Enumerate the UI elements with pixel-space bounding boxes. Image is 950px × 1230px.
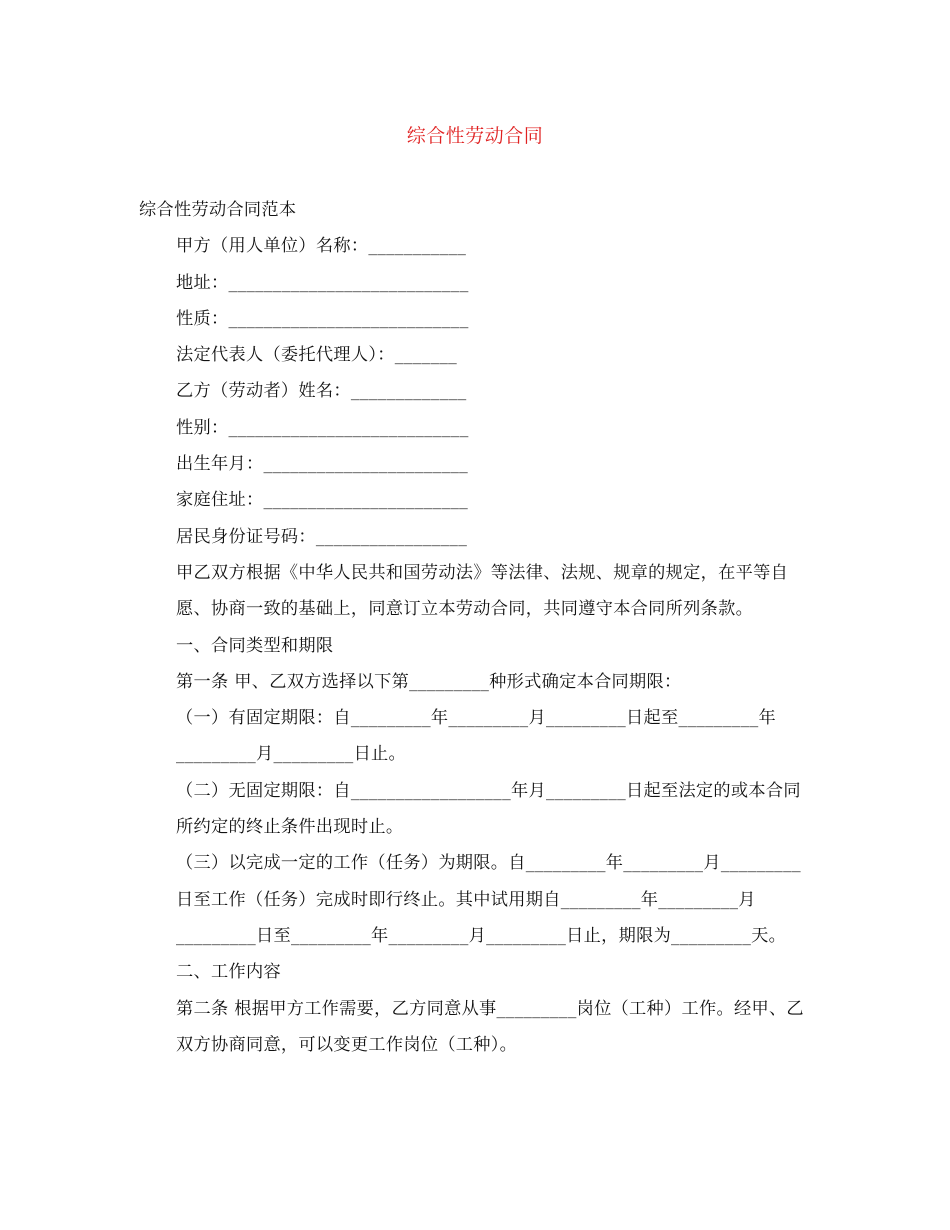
field-legal-representative: 法定代表人（委托代理人）：_______ (176, 345, 457, 366)
field-nature: 性质：___________________________ (176, 308, 469, 329)
field-employee-name: 乙方（劳动者）姓名：_____________ (176, 381, 467, 402)
article-1: 第一条 甲、乙双方选择以下第_________种形式确定本合同期限： (176, 671, 682, 692)
preamble-paragraph: 甲乙双方根据《中华人民共和国劳动法》等法律、法规、规章的规定，在平等自愿、协商一致的基础上，同意订立本劳动合同，共同遵守本合同所列条款。 (176, 562, 789, 620)
field-home-address: 家庭住址：_______________________ (176, 490, 468, 511)
field-id-number: 居民身份证号码：_________________ (176, 526, 468, 547)
field-gender: 性别：___________________________ (176, 417, 469, 438)
field-birth-date: 出生年月：_______________________ (176, 454, 468, 475)
option-fixed-term: （一）有固定期限：自_________年_________月_________日起至_________年_________月_________日止。 (176, 708, 776, 765)
document-subtitle: 综合性劳动合同范本 (139, 200, 297, 220)
document-body (139, 192, 815, 1063)
section-heading-job-content: 二、工作内容 (176, 962, 281, 983)
article-2: 第二条 根据甲方工作需要，乙方同意从事_________岗位（工种）工作。经甲、乙双方协商同意，可以变更工作岗位（工种）。 (176, 998, 804, 1055)
field-address: 地址：___________________________ (176, 272, 469, 293)
option-open-term: （二）无固定期限：自__________________年月_________日起至法定的或本合同所约定的终止条件出现时止。 (176, 780, 801, 838)
document-title: 综合性劳动合同 (406, 125, 544, 147)
section-heading-contract-type: 一、合同类型和期限 (176, 635, 334, 656)
option-task-term: （三）以完成一定的工作（任务）为期限。自_________年_________月_________日至工作（任务）完成时即行终止。其中试用期自_________年_________月_________日至_________年_________月_________日止，期限为_________天。 (176, 853, 801, 946)
field-employer-name: 甲方（用人单位）名称：___________ (176, 236, 467, 257)
